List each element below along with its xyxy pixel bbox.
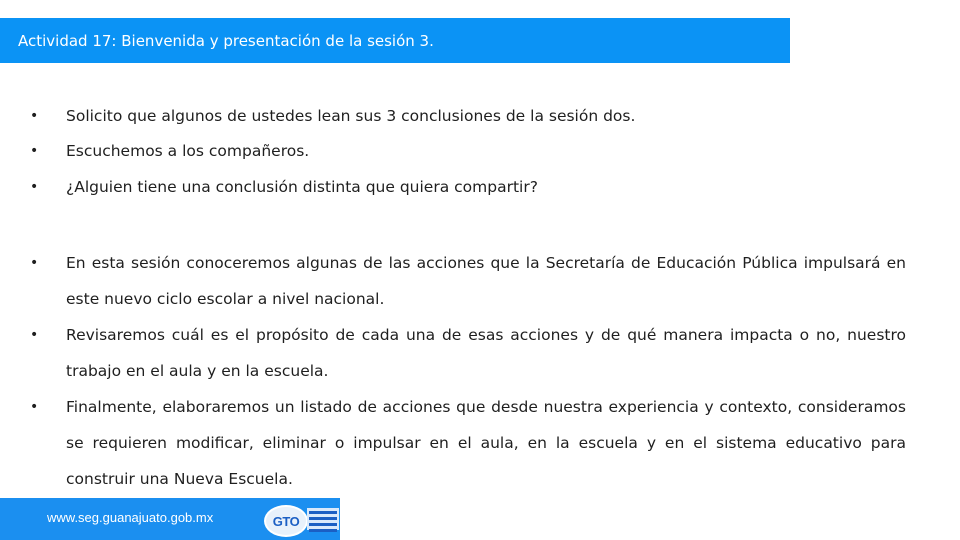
logo-tagline-icon <box>307 508 339 530</box>
list-item-text: En esta sesión conoceremos algunas de las acciones que la Secretaría de Educación Pública impulsará en este nuevo ciclo escolar a nivel nacional. <box>66 254 906 308</box>
list-item-text: Solicito que algunos de ustedes lean sus 3 conclusiones de la sesión dos. <box>66 107 636 125</box>
list-item-text: Finalmente, elaboraremos un listado de acciones que desde nuestra experiencia y contexto, consideramos se requieren modificar, eliminar o impulsar en el aula, en la escuela y en el sistema educativo para construir una Nueva Escuela. <box>66 398 906 488</box>
list-item <box>30 139 906 163</box>
bullet-marker: • <box>30 399 39 415</box>
list-item <box>30 317 906 389</box>
page-title: Actividad 17: Bienvenida y presentación de la sesión 3. <box>18 31 434 50</box>
list-item <box>30 175 906 199</box>
list-item <box>30 389 906 497</box>
list-item <box>30 245 906 317</box>
footer-url-link[interactable]: www.seg.guanajuato.gob.mx <box>47 510 214 525</box>
bullet-marker: • <box>30 108 39 124</box>
bullet-marker: • <box>30 143 39 159</box>
list-item <box>30 104 906 128</box>
bullet-marker: • <box>30 179 39 195</box>
title-bar <box>0 18 790 63</box>
gto-logo-icon: GTO <box>264 505 308 537</box>
list-item-text: Revisaremos cuál es el propósito de cada una de esas acciones y de qué manera impacta o no, nuestro trabajo en el aula y en la escuela. <box>66 326 906 380</box>
list-item-text: ¿Alguien tiene una conclusión distinta que quiera compartir? <box>66 178 538 196</box>
bullet-marker: • <box>30 327 39 343</box>
bullet-marker: • <box>30 255 39 271</box>
list-item-text: Escuchemos a los compañeros. <box>66 142 310 160</box>
